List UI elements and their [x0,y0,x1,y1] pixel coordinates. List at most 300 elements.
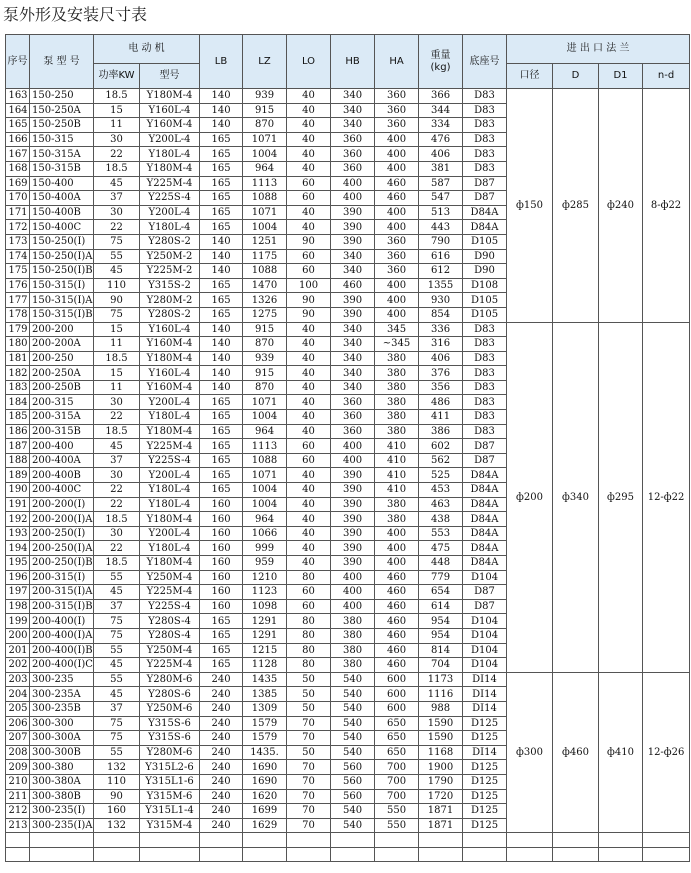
cell-pump-model: 200-315A [30,410,94,425]
cell-lz: 870 [243,380,287,395]
cell-motor-model: Y180L-4 [140,497,200,512]
cell-lb: 160 [200,570,243,585]
cell-base: D84A [463,541,507,556]
cell-motor-power: 75 [94,731,140,746]
cell-lb: 160 [200,599,243,614]
cell-weight: 1116 [419,687,463,702]
cell-base: D125 [463,774,507,789]
cell-lz: 964 [243,424,287,439]
cell-weight: 448 [419,556,463,571]
cell-motor-power: 90 [94,789,140,804]
cell-motor-model: Y225S-4 [140,191,200,206]
cell-seq: 190 [6,483,30,498]
empty-cell [331,847,375,862]
cell-ha: 400 [375,132,419,147]
cell-lo: 60 [287,191,331,206]
cell-motor-model: Y225M-4 [140,658,200,673]
cell-pump-model: 150-250(I)A [30,249,94,264]
cell-motor-power: 55 [94,570,140,585]
cell-lz: 1113 [243,176,287,191]
cell-lo: 80 [287,570,331,585]
cell-lz: 1620 [243,789,287,804]
cell-base: DI14 [463,745,507,760]
cell-seq: 181 [6,351,30,366]
cell-weight: 562 [419,453,463,468]
cell-lo: 40 [287,380,331,395]
cell-seq: 189 [6,468,30,483]
cell-lo: 80 [287,643,331,658]
cell-lz: 1088 [243,191,287,206]
cell-seq: 177 [6,293,30,308]
cell-motor-power: 22 [94,483,140,498]
cell-lb: 240 [200,745,243,760]
cell-hb: 400 [331,570,375,585]
cell-motor-model: Y315S-2 [140,278,200,293]
cell-seq: 198 [6,599,30,614]
cell-hb: 360 [331,395,375,410]
empty-cell [287,833,331,848]
cell-motor-power: 30 [94,468,140,483]
cell-motor-model: Y200L-4 [140,205,200,220]
cell-lo: 40 [287,89,331,104]
cell-seq: 213 [6,818,30,833]
cell-motor-power: 160 [94,804,140,819]
cell-motor-power: 30 [94,205,140,220]
cell-ha: 360 [375,264,419,279]
header-motor-model: 型号 [140,64,200,89]
cell-hb: 560 [331,760,375,775]
cell-ha: 380 [375,351,419,366]
cell-hb: 390 [331,468,375,483]
flange-caliber: ф150 [507,89,553,323]
header-pump-model: 泵 型 号 [30,35,94,89]
cell-lz: 964 [243,512,287,527]
cell-pump-model: 150-315B [30,161,94,176]
cell-base: D104 [463,628,507,643]
cell-lb: 165 [200,307,243,322]
cell-lb: 140 [200,103,243,118]
cell-seq: 206 [6,716,30,731]
cell-lo: 50 [287,672,331,687]
cell-lo: 70 [287,789,331,804]
cell-ha: 380 [375,410,419,425]
cell-ha: 400 [375,541,419,556]
cell-hb: 390 [331,293,375,308]
cell-lz: 870 [243,118,287,133]
cell-hb: 340 [331,380,375,395]
cell-ha: 650 [375,731,419,746]
cell-motor-power: 45 [94,176,140,191]
cell-motor-model: Y160L-4 [140,366,200,381]
cell-motor-model: Y180L-4 [140,220,200,235]
cell-motor-model: Y280S-6 [140,687,200,702]
cell-lb: 240 [200,804,243,819]
cell-motor-power: 110 [94,774,140,789]
cell-base: D83 [463,322,507,337]
cell-hb: 340 [331,366,375,381]
cell-ha: 460 [375,570,419,585]
cell-base: D125 [463,760,507,775]
cell-pump-model: 200-250(I)A [30,541,94,556]
cell-weight: 954 [419,614,463,629]
cell-ha: 460 [375,628,419,643]
cell-weight: 704 [419,658,463,673]
header-weight-unit: (kg) [430,61,451,73]
cell-base: D83 [463,351,507,366]
cell-weight: 513 [419,205,463,220]
cell-motor-power: 55 [94,249,140,264]
cell-motor-model: Y180L-4 [140,147,200,162]
cell-weight: 790 [419,234,463,249]
cell-seq: 197 [6,585,30,600]
header-d1: D1 [599,64,643,89]
cell-motor-model: Y315L2-6 [140,760,200,775]
cell-weight: 587 [419,176,463,191]
cell-ha: 400 [375,161,419,176]
cell-seq: 174 [6,249,30,264]
cell-motor-power: 75 [94,614,140,629]
empty-cell [287,847,331,862]
cell-lo: 70 [287,804,331,819]
cell-hb: 360 [331,410,375,425]
cell-weight: 1355 [419,278,463,293]
cell-hb: 390 [331,483,375,498]
cell-motor-model: Y315L1-6 [140,774,200,789]
cell-lz: 915 [243,322,287,337]
empty-cell [507,847,553,862]
cell-motor-model: Y250M-4 [140,643,200,658]
cell-seq: 169 [6,176,30,191]
flange-d: ф460 [553,672,599,833]
cell-weight: 1590 [419,716,463,731]
cell-hb: 400 [331,439,375,454]
cell-weight: 814 [419,643,463,658]
cell-pump-model: 200-400 [30,439,94,454]
cell-hb: 340 [331,249,375,264]
cell-ha: 345 [375,322,419,337]
flange-d: ф340 [553,322,599,672]
cell-motor-model: Y315M-4 [140,818,200,833]
cell-ha: 380 [375,366,419,381]
empty-cell [419,833,463,848]
cell-lo: 70 [287,818,331,833]
cell-lz: 1690 [243,760,287,775]
cell-hb: 340 [331,337,375,352]
cell-base: D83 [463,147,507,162]
cell-motor-power: 18.5 [94,89,140,104]
cell-lb: 240 [200,716,243,731]
flange-caliber: ф200 [507,322,553,672]
empty-cell [507,833,553,848]
page-title: 泵外形及安装尺寸表 [3,5,148,24]
cell-lo: 40 [287,410,331,425]
cell-lo: 40 [287,337,331,352]
cell-lb: 165 [200,161,243,176]
cell-weight: 1871 [419,818,463,833]
cell-lz: 1699 [243,804,287,819]
cell-ha: 400 [375,147,419,162]
cell-motor-power: 45 [94,439,140,454]
cell-hb: 340 [331,322,375,337]
cell-base: D83 [463,89,507,104]
cell-motor-model: Y225M-2 [140,264,200,279]
cell-seq: 182 [6,366,30,381]
cell-motor-model: Y280M-6 [140,745,200,760]
cell-base: D87 [463,176,507,191]
cell-hb: 540 [331,731,375,746]
cell-pump-model: 150-250A [30,103,94,118]
cell-weight: 954 [419,628,463,643]
cell-seq: 166 [6,132,30,147]
cell-ha: 410 [375,439,419,454]
cell-motor-model: Y160M-4 [140,118,200,133]
cell-base: D84A [463,512,507,527]
cell-lo: 40 [287,322,331,337]
cell-lo: 60 [287,264,331,279]
cell-motor-power: 30 [94,395,140,410]
header-d: D [553,64,599,89]
cell-lo: 60 [287,439,331,454]
cell-base: D84A [463,205,507,220]
cell-lb: 240 [200,687,243,702]
cell-ha: 700 [375,760,419,775]
cell-lo: 80 [287,628,331,643]
cell-hb: 390 [331,234,375,249]
cell-hb: 380 [331,628,375,643]
cell-lo: 80 [287,614,331,629]
cell-lb: 165 [200,176,243,191]
cell-hb: 380 [331,658,375,673]
cell-motor-model: Y250M-6 [140,701,200,716]
cell-lo: 40 [287,161,331,176]
cell-pump-model: 200-400(I)A [30,628,94,643]
cell-lz: 1071 [243,205,287,220]
cell-lb: 160 [200,556,243,571]
cell-hb: 390 [331,205,375,220]
cell-lz: 1098 [243,599,287,614]
cell-motor-model: Y160L-4 [140,322,200,337]
cell-base: D87 [463,191,507,206]
empty-cell [463,847,507,862]
cell-pump-model: 150-250(I) [30,234,94,249]
cell-lz: 1326 [243,293,287,308]
cell-seq: 185 [6,410,30,425]
cell-hb: 390 [331,526,375,541]
cell-base: D87 [463,453,507,468]
cell-ha: 360 [375,234,419,249]
cell-ha: 380 [375,497,419,512]
cell-motor-power: 90 [94,293,140,308]
cell-seq: 200 [6,628,30,643]
cell-ha: 410 [375,453,419,468]
header-caliber: 口径 [507,64,553,89]
cell-lo: 40 [287,468,331,483]
cell-lb: 165 [200,191,243,206]
cell-base: D90 [463,249,507,264]
empty-cell [140,847,200,862]
cell-ha: 600 [375,701,419,716]
cell-seq: 194 [6,541,30,556]
cell-lb: 160 [200,585,243,600]
empty-cell [375,847,419,862]
cell-hb: 390 [331,497,375,512]
cell-seq: 192 [6,512,30,527]
cell-pump-model: 150-315(I)B [30,307,94,322]
cell-hb: 390 [331,220,375,235]
cell-seq: 186 [6,424,30,439]
flange-d1: ф410 [599,672,643,833]
cell-lb: 165 [200,468,243,483]
cell-hb: 540 [331,804,375,819]
cell-motor-model: Y180M-4 [140,556,200,571]
cell-motor-model: Y225M-4 [140,439,200,454]
cell-motor-power: 55 [94,643,140,658]
cell-seq: 193 [6,526,30,541]
cell-base: D105 [463,234,507,249]
cell-ha: 460 [375,614,419,629]
cell-lb: 160 [200,512,243,527]
empty-cell [643,847,690,862]
cell-pump-model: 200-400B [30,468,94,483]
cell-lb: 165 [200,147,243,162]
cell-motor-power: 11 [94,118,140,133]
cell-lb: 140 [200,89,243,104]
cell-lo: 70 [287,716,331,731]
cell-base: D83 [463,366,507,381]
cell-ha: 400 [375,205,419,220]
cell-ha: 600 [375,672,419,687]
cell-lz: 915 [243,103,287,118]
cell-lz: 1071 [243,468,287,483]
cell-lz: 964 [243,161,287,176]
cell-pump-model: 200-250A [30,366,94,381]
cell-lb: 160 [200,541,243,556]
cell-pump-model: 200-315(I)B [30,599,94,614]
cell-seq: 201 [6,643,30,658]
cell-pump-model: 200-200 [30,322,94,337]
cell-lb: 165 [200,278,243,293]
header-base: 底座号 [463,35,507,89]
cell-weight: 1900 [419,760,463,775]
cell-lo: 100 [287,278,331,293]
cell-weight: 486 [419,395,463,410]
cell-lz: 1113 [243,439,287,454]
empty-row [6,847,690,862]
cell-pump-model: 300-300 [30,716,94,731]
cell-base: D125 [463,731,507,746]
cell-lz: 1004 [243,147,287,162]
cell-hb: 360 [331,147,375,162]
cell-seq: 207 [6,731,30,746]
cell-motor-power: 15 [94,322,140,337]
cell-motor-power: 45 [94,264,140,279]
cell-lz: 959 [243,556,287,571]
cell-motor-model: Y160M-4 [140,380,200,395]
cell-lz: 1175 [243,249,287,264]
cell-weight: 356 [419,380,463,395]
cell-seq: 191 [6,497,30,512]
cell-weight: 602 [419,439,463,454]
cell-base: D105 [463,307,507,322]
header-weight-label: 重量 [430,49,451,61]
cell-seq: 196 [6,570,30,585]
cell-ha: 550 [375,804,419,819]
cell-lb: 165 [200,395,243,410]
cell-ha: 460 [375,176,419,191]
cell-hb: 360 [331,132,375,147]
cell-hb: 540 [331,687,375,702]
cell-hb: 460 [331,278,375,293]
cell-hb: 380 [331,614,375,629]
cell-lz: 999 [243,541,287,556]
cell-seq: 204 [6,687,30,702]
cell-lb: 240 [200,818,243,833]
cell-base: D83 [463,410,507,425]
cell-hb: 540 [331,716,375,731]
cell-lo: 90 [287,293,331,308]
header-lz: LZ [243,35,287,89]
cell-hb: 340 [331,351,375,366]
cell-weight: 386 [419,424,463,439]
cell-lb: 165 [200,293,243,308]
cell-hb: 560 [331,774,375,789]
cell-lo: 40 [287,132,331,147]
cell-lz: 1629 [243,818,287,833]
cell-weight: 779 [419,570,463,585]
cell-pump-model: 200-250 [30,351,94,366]
cell-motor-model: Y225M-4 [140,176,200,191]
cell-base: D104 [463,643,507,658]
cell-pump-model: 150-250B [30,118,94,133]
cell-motor-model: Y280S-2 [140,234,200,249]
cell-pump-model: 300-380B [30,789,94,804]
cell-lo: 40 [287,541,331,556]
cell-ha: 700 [375,774,419,789]
header-nd: n-d [643,64,690,89]
cell-weight: 525 [419,468,463,483]
cell-lz: 1435 [243,672,287,687]
cell-lz: 1088 [243,453,287,468]
cell-lb: 140 [200,351,243,366]
cell-seq: 183 [6,380,30,395]
cell-motor-model: Y160M-4 [140,337,200,352]
cell-pump-model: 300-235 [30,672,94,687]
cell-pump-model: 200-315(I) [30,570,94,585]
cell-seq: 167 [6,147,30,162]
cell-pump-model: 150-400 [30,176,94,191]
cell-motor-power: 110 [94,278,140,293]
cell-weight: 1720 [419,789,463,804]
cell-pump-model: 150-315(I)A [30,293,94,308]
cell-lb: 165 [200,439,243,454]
cell-ha: ~345 [375,337,419,352]
cell-lo: 40 [287,483,331,498]
header-ha: HA [375,35,419,89]
cell-hb: 340 [331,89,375,104]
cell-motor-power: 18.5 [94,351,140,366]
cell-hb: 340 [331,118,375,133]
cell-hb: 400 [331,176,375,191]
cell-motor-model: Y200L-4 [140,395,200,410]
cell-base: D83 [463,103,507,118]
cell-ha: 400 [375,278,419,293]
cell-hb: 360 [331,424,375,439]
cell-base: D87 [463,599,507,614]
cell-lo: 90 [287,234,331,249]
cell-motor-model: Y250M-2 [140,249,200,264]
cell-lo: 40 [287,395,331,410]
header-motor-power: 功率KW [94,64,140,89]
